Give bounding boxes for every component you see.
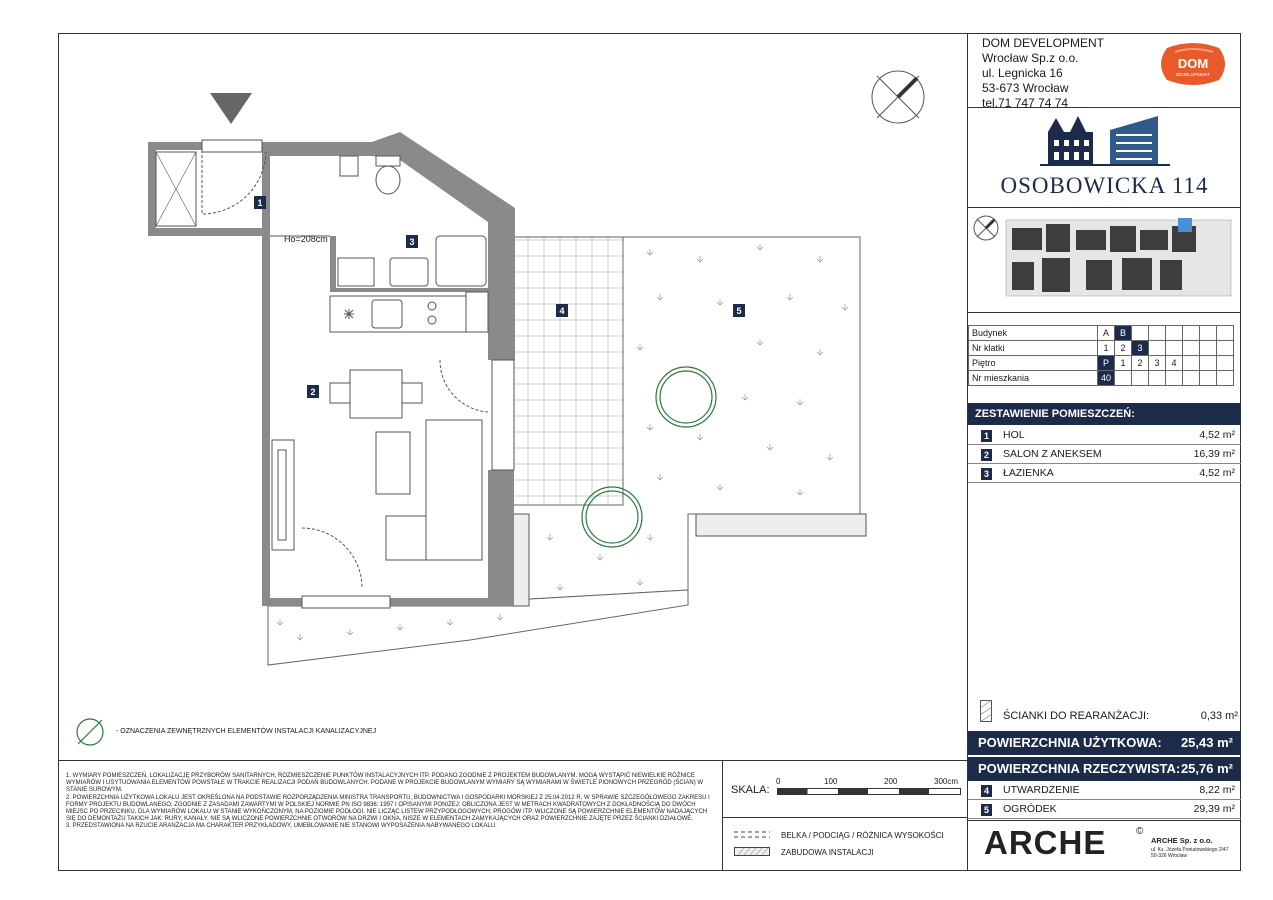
hatch-wall-icon — [980, 700, 992, 722]
outdoor-number: 5 — [981, 804, 992, 816]
floor-option-4: 4 — [1166, 356, 1183, 371]
building-illustration — [1040, 112, 1170, 168]
apartment-label: Nr mieszkania — [969, 371, 1098, 386]
room-badge-2: 2 — [310, 387, 316, 397]
room-name: HOL — [1003, 429, 1025, 441]
architect-address-line1: ul. Ks. Józefa Poniatowskiego 2/47 — [1151, 847, 1229, 853]
legend-divider — [722, 817, 968, 818]
sidebar-sep-4 — [967, 820, 1241, 821]
toilet — [376, 166, 400, 194]
scale-divider — [722, 760, 723, 871]
room-area: 16,39 m² — [1193, 448, 1235, 460]
retaining-strip-right — [696, 514, 866, 536]
building-option-a: A — [1098, 326, 1115, 341]
window-bottom — [302, 596, 390, 608]
usable-area-label: POWIERZCHNIA UŻYTKOWA: — [978, 735, 1162, 750]
walls-label: ŚCIANKI DO REARANŻACJI: — [1003, 710, 1150, 722]
note-3: 3. PRZEDSTAWIONA NA RZUCIE ARANŻACJA MA CHARAKTER PRZYKŁADOWY, UMEBLOWANIE NIE STANOWI WYPOSAŻENIA NABYWANEGO LOKALU. — [66, 823, 497, 830]
room-area: 4,52 m² — [1199, 467, 1235, 479]
legend-symbols — [734, 829, 774, 859]
architect-name: ARCHE Sp. z o.o. — [1151, 836, 1213, 845]
height-note: Ho=208cm — [284, 234, 328, 244]
company-phone: tel.71 747 74 74 — [982, 96, 1069, 110]
scale-tick-100: 100 — [824, 777, 838, 786]
staircase-option-3: 3 — [1132, 341, 1149, 356]
room-badge-3: 3 — [409, 237, 415, 247]
outdoor-area: 29,39 m² — [1193, 803, 1235, 815]
terrace-door — [492, 360, 514, 470]
room-name: ŁAZIENKA — [1003, 467, 1054, 479]
floor-option-p: P — [1098, 356, 1115, 371]
info-row-building — [969, 326, 1234, 341]
staircase-option-1: 1 — [1098, 341, 1115, 356]
legend-beam: BELKA / PODCIĄG / RÓŻNICA WYSOKOŚCI — [781, 831, 944, 840]
scale-tick-0: 0 — [776, 777, 781, 786]
company-line1: Wrocław Sp.z o.o. — [982, 51, 1079, 65]
actual-area-bar — [968, 757, 1241, 781]
sink — [372, 300, 402, 328]
info-table — [968, 325, 1234, 386]
info-row-staircase — [969, 341, 1234, 356]
dom-logo-main: DOM — [1177, 56, 1209, 71]
floor-option-1: 1 — [1115, 356, 1132, 371]
outdoor-row — [968, 800, 1241, 819]
building-option-b: B — [1115, 326, 1132, 341]
dining-table — [350, 370, 402, 418]
entrance-arrow-icon — [210, 93, 252, 124]
actual-area-value: 25,76 m² — [1180, 761, 1233, 776]
notes-divider — [58, 760, 968, 761]
room-number: 3 — [981, 468, 992, 480]
sewer-symbol-icon — [74, 716, 106, 748]
floor-label: Piętro — [969, 356, 1098, 371]
terrace-area — [513, 237, 623, 505]
sidebar-sep-2 — [967, 207, 1241, 208]
sewer-legend: - OZNACZENIA ZEWNĘTRZNYCH ELEMENTÓW INSTALACJI KANALIZACYJNEJ — [116, 728, 377, 735]
fridge — [466, 292, 488, 332]
company-line2: ul. Legnicka 16 — [982, 66, 1063, 80]
washbasin — [390, 258, 428, 286]
apartment-number: 40 — [1098, 371, 1115, 386]
window-top — [202, 140, 262, 152]
room-badge-1: 1 — [257, 198, 263, 208]
rooms-heading: ZESTAWIENIE POMIESZCZEŃ: — [968, 403, 1241, 425]
room-row — [968, 464, 1241, 483]
building-label: Budynek — [969, 326, 1098, 341]
company-info — [982, 36, 1104, 111]
armchair — [376, 432, 410, 494]
outdoor-name: OGRÓDEK — [1003, 803, 1057, 815]
hob-icon — [344, 309, 354, 319]
outdoor-name: UTWARDZENIE — [1003, 784, 1080, 796]
scale-tick-200: 200 — [884, 777, 898, 786]
note-1: 1. WYMIARY POMIESZCZEŃ, LOKALIZACJĘ PRZYBORÓW SANITARNYCH, ROZMIESZCZENIE PUNKTÓW INSTALACYJNYCH ITP. PODANO ZGODNIE Z PROJEKTEM BUDOWLANYM. MOGĄ WYSTĄPIĆ NIEWIELKIE RÓŻNICE WYMIARÓW I USYTUOWANIA ELEMENTÓW POWSTAŁE W TRAKCIE REALIZACJI PODAŃ BUDOWLANYCH. PODANE W PROJEKCIE BUDOWLANYM WYMIARY SĄ WYMIARAMI W ŚWIETLE PIONOWYCH PRZEGRÓD (ŚCIAN) W STANIE SUROWYM. — [66, 773, 704, 794]
washing-machine — [338, 258, 374, 286]
legend-install: ZABUDOWA INSTALACJI — [781, 848, 874, 857]
retaining-strip-left — [513, 514, 529, 606]
actual-area-label: POWIERZCHNIA RZECZYWISTA: — [978, 761, 1181, 776]
notes — [66, 773, 716, 831]
north-arrow-icon — [869, 68, 927, 126]
key-plan — [970, 210, 1238, 310]
company-line3: 53-673 Wrocław — [982, 81, 1069, 95]
architect-address — [1151, 847, 1229, 859]
scale-tick-300: 300cm — [934, 777, 959, 786]
staircase-label: Nr klatki — [969, 341, 1098, 356]
room-name: SALON Z ANEKSEM — [1003, 448, 1102, 460]
architect-address-line2: 50-326 Wrocław — [1151, 853, 1188, 859]
staircase-option-2: 2 — [1115, 341, 1132, 356]
copyright-icon: © — [1136, 826, 1144, 837]
note-2: 2. POWIERZCHNIA UŻYTKOWA LOKALU JEST OKREŚLONA NA PODSTAWIE ROZPORZĄDZENIA MINISTRA TRANSPORTU, BUDOWNICTWA I GOSPODARKI MORSKIEJ Z 25.04.2012 R. W SPRAWIE SZCZEGÓŁOWEGO ZAKRESU I FORMY PROJEKTU BUDOWLANEGO, ZGODNIE Z ZASADAMI ZAWARTYMI W POLSKIEJ NORMIE PN ISO 9836: 1997 I OPISANYMI PONIŻEJ: OBLICZONA JEST W METRACH KWADRATOWYCH Z DOKŁADNOŚCIĄ DO DWÓCH MIEJSC PO PRZECINKU, DLA WYMIARÓW LOKALU W STANIE WYKOŃCZONYM, NA POZIOMIE PODŁOGI. NIE LICZĄC LISTEW PRZYPODŁOGOWYCH, PROGÓW ITP. WLICZONE SĄ POWIERZCHNIE ELEMENTÓW NADAJĄCYCH SIĘ DO DEMONTAŻU TAKICH JAK: RURY, KANAŁY. NIE SĄ WLICZONE POWIERZCHNIE OTWORÓW NA DRZWI I OKNA, NISZE W ELEMENTACH ZAMYKAJĄCYCH ORAZ POWIERZCHNIE ZAJĘTE PRZEZ ŚCIANKI DZIAŁOWE. — [66, 794, 710, 823]
scale-label: SKALA: — [731, 784, 770, 796]
shower — [436, 236, 486, 286]
outdoor-row — [968, 781, 1241, 800]
outdoor-number: 4 — [981, 785, 992, 797]
scale-bar — [777, 788, 961, 796]
company-name: DOM DEVELOPMENT — [982, 36, 1105, 50]
room-row — [968, 445, 1241, 464]
dom-development-logo — [1157, 42, 1229, 86]
floor-option-2: 2 — [1132, 356, 1149, 371]
usable-area-value: 25,43 m² — [1180, 735, 1233, 750]
outdoor-area: 8,22 m² — [1199, 784, 1235, 796]
info-row-apartment — [969, 371, 1234, 386]
arche-logo: ARCHE — [984, 824, 1107, 861]
walls-area: 0,33 m² — [1200, 710, 1238, 722]
room-badge-4: 4 — [559, 306, 565, 316]
bathroom-cabinet — [340, 156, 358, 176]
sidebar-sep-3 — [967, 312, 1241, 313]
tv-cabinet — [272, 440, 294, 550]
floor-plan — [140, 88, 870, 678]
floor-option-3: 3 — [1149, 356, 1166, 371]
room-number: 2 — [981, 449, 992, 461]
usable-area-bar — [968, 731, 1241, 755]
project-title: OSOBOWICKA 114 — [1000, 173, 1209, 198]
room-row — [968, 426, 1241, 445]
dom-logo-sub: DEVELOPMENT — [1175, 72, 1211, 77]
room-badge-5: 5 — [736, 306, 742, 316]
room-number: 1 — [981, 430, 992, 442]
info-row-floor — [969, 356, 1234, 371]
room-area: 4,52 m² — [1199, 429, 1235, 441]
